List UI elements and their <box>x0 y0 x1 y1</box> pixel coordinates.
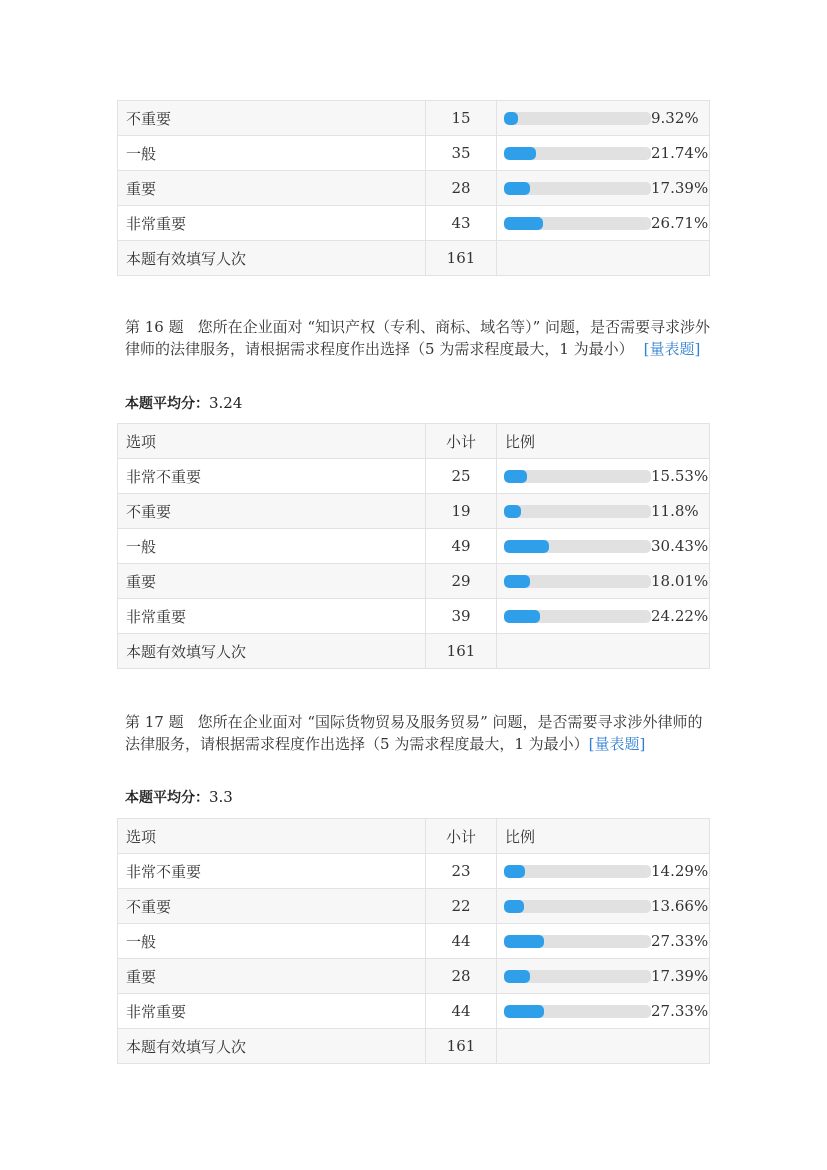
question-text: 您所在企业面对 “国际货物贸易及服务贸易” 问题，是否需要寻求涉外律师的法律服务，请根据需求程度作出选择（5 为需求程度最大，1 为最小） <box>125 713 703 753</box>
ratio-bar-track <box>504 970 651 983</box>
ratio-bar-track <box>504 1005 651 1018</box>
table-row <box>118 206 710 241</box>
average-label: 本题平均分： <box>125 790 209 806</box>
option-ratio-cell <box>497 494 710 529</box>
option-count: 15 <box>426 101 497 136</box>
table-row <box>118 171 710 206</box>
ratio-percent: 30.43% <box>651 537 709 555</box>
ratio-bar-wrap <box>497 109 709 127</box>
table-row <box>118 494 710 529</box>
ratio-percent: 9.32% <box>651 109 699 127</box>
ratio-percent: 21.74% <box>651 144 709 162</box>
ratio-bar-wrap <box>497 932 709 950</box>
question-17-average <box>125 787 233 807</box>
ratio-bar-fill <box>504 470 527 483</box>
option-label: 重要 <box>118 171 426 206</box>
total-count: 161 <box>426 241 497 276</box>
header-ratio: 比例 <box>497 819 710 854</box>
option-ratio-cell <box>497 994 710 1029</box>
question-16-average <box>125 393 242 413</box>
ratio-bar-fill <box>504 505 521 518</box>
table-row <box>118 599 710 634</box>
option-label: 不重要 <box>118 101 426 136</box>
ratio-bar-track <box>504 182 651 195</box>
table-total-row <box>118 1029 710 1064</box>
question-number: 第 16 题 <box>125 318 184 336</box>
table-total-row <box>118 634 710 669</box>
ratio-bar-fill <box>504 610 540 623</box>
option-ratio-cell <box>497 459 710 494</box>
option-ratio-cell <box>497 854 710 889</box>
option-label: 非常不重要 <box>118 459 426 494</box>
results-table-q16 <box>117 423 710 669</box>
ratio-percent: 26.71% <box>651 214 709 232</box>
table-row <box>118 459 710 494</box>
ratio-bar-track <box>504 217 651 230</box>
ratio-bar-track <box>504 470 651 483</box>
ratio-bar-fill <box>504 540 549 553</box>
total-count: 161 <box>426 1029 497 1064</box>
option-label: 非常重要 <box>118 599 426 634</box>
ratio-bar-fill <box>504 900 524 913</box>
option-count: 28 <box>426 171 497 206</box>
option-count: 19 <box>426 494 497 529</box>
ratio-percent: 11.8% <box>651 502 699 520</box>
ratio-percent: 15.53% <box>651 467 709 485</box>
ratio-bar-track <box>504 610 651 623</box>
average-label: 本题平均分： <box>125 396 209 412</box>
ratio-bar-track <box>504 540 651 553</box>
total-label: 本题有效填写人次 <box>118 241 426 276</box>
ratio-bar-fill <box>504 217 543 230</box>
table-row <box>118 101 710 136</box>
table-row <box>118 854 710 889</box>
table-body <box>118 101 710 276</box>
question-17-title <box>125 711 710 755</box>
option-label: 一般 <box>118 136 426 171</box>
header-count: 小计 <box>426 424 497 459</box>
ratio-bar-wrap <box>497 862 709 880</box>
ratio-bar-wrap <box>497 214 709 232</box>
option-count: 28 <box>426 959 497 994</box>
option-label: 不重要 <box>118 889 426 924</box>
table-row <box>118 924 710 959</box>
ratio-percent: 17.39% <box>651 967 709 985</box>
header-option: 选项 <box>118 424 426 459</box>
ratio-bar-fill <box>504 865 525 878</box>
option-ratio-cell <box>497 599 710 634</box>
ratio-percent: 14.29% <box>651 862 709 880</box>
total-empty-cell <box>497 241 710 276</box>
results-table-q15-continued <box>117 100 710 276</box>
ratio-bar-track <box>504 865 651 878</box>
ratio-bar-wrap <box>497 179 709 197</box>
option-count: 44 <box>426 924 497 959</box>
option-label: 重要 <box>118 564 426 599</box>
question-text: 您所在企业面对 “知识产权（专利、商标、域名等）” 问题，是否需要寻求涉外律师的法律服务，请根据需求程度作出选择（5 为需求程度最大，1 为最小） <box>125 318 711 358</box>
option-ratio-cell <box>497 101 710 136</box>
question-number: 第 17 题 <box>125 713 184 731</box>
ratio-bar-fill <box>504 182 530 195</box>
option-count: 22 <box>426 889 497 924</box>
ratio-bar-track <box>504 900 651 913</box>
option-ratio-cell <box>497 924 710 959</box>
header-count: 小计 <box>426 819 497 854</box>
total-label: 本题有效填写人次 <box>118 1029 426 1064</box>
option-count: 44 <box>426 994 497 1029</box>
ratio-bar-wrap <box>497 967 709 985</box>
option-ratio-cell <box>497 136 710 171</box>
table-body <box>118 424 710 669</box>
option-ratio-cell <box>497 564 710 599</box>
table-row <box>118 564 710 599</box>
option-label: 一般 <box>118 924 426 959</box>
option-label: 重要 <box>118 959 426 994</box>
ratio-bar-track <box>504 575 651 588</box>
ratio-bar-wrap <box>497 897 709 915</box>
ratio-bar-wrap <box>497 537 709 555</box>
ratio-bar-wrap <box>497 572 709 590</box>
ratio-bar-fill <box>504 147 536 160</box>
option-label: 非常重要 <box>118 206 426 241</box>
option-label: 非常重要 <box>118 994 426 1029</box>
total-count: 161 <box>426 634 497 669</box>
ratio-percent: 27.33% <box>651 1002 709 1020</box>
average-value: 3.3 <box>209 788 233 806</box>
total-label: 本题有效填写人次 <box>118 634 426 669</box>
option-count: 39 <box>426 599 497 634</box>
table-header-row <box>118 424 710 459</box>
ratio-percent: 17.39% <box>651 179 709 197</box>
question-type-tag[interactable]: [量表题] <box>588 735 646 753</box>
table-row <box>118 136 710 171</box>
option-count: 35 <box>426 136 497 171</box>
option-count: 29 <box>426 564 497 599</box>
option-label: 非常不重要 <box>118 854 426 889</box>
ratio-bar-track <box>504 935 651 948</box>
header-ratio: 比例 <box>497 424 710 459</box>
ratio-bar-fill <box>504 1005 544 1018</box>
average-value: 3.24 <box>209 394 243 412</box>
table-row <box>118 529 710 564</box>
table-row <box>118 994 710 1029</box>
table-header-row <box>118 819 710 854</box>
ratio-bar-fill <box>504 970 530 983</box>
ratio-bar-track <box>504 505 651 518</box>
option-ratio-cell <box>497 529 710 564</box>
ratio-bar-track <box>504 147 651 160</box>
option-count: 25 <box>426 459 497 494</box>
ratio-bar-wrap <box>497 467 709 485</box>
option-count: 43 <box>426 206 497 241</box>
total-empty-cell <box>497 634 710 669</box>
option-ratio-cell <box>497 889 710 924</box>
ratio-bar-fill <box>504 112 518 125</box>
ratio-percent: 18.01% <box>651 572 709 590</box>
option-ratio-cell <box>497 206 710 241</box>
option-label: 一般 <box>118 529 426 564</box>
question-16-title <box>125 316 710 360</box>
option-count: 23 <box>426 854 497 889</box>
option-ratio-cell <box>497 959 710 994</box>
total-empty-cell <box>497 1029 710 1064</box>
ratio-bar-wrap <box>497 502 709 520</box>
ratio-bar-wrap <box>497 1002 709 1020</box>
option-count: 49 <box>426 529 497 564</box>
ratio-percent: 13.66% <box>651 897 709 915</box>
option-ratio-cell <box>497 171 710 206</box>
table-row <box>118 889 710 924</box>
table-total-row <box>118 241 710 276</box>
ratio-bar-track <box>504 112 651 125</box>
table-body <box>118 819 710 1064</box>
ratio-bar-fill <box>504 575 530 588</box>
ratio-bar-wrap <box>497 144 709 162</box>
ratio-bar-fill <box>504 935 544 948</box>
ratio-percent: 24.22% <box>651 607 709 625</box>
question-type-tag[interactable]: [量表题] <box>643 340 701 358</box>
option-label: 不重要 <box>118 494 426 529</box>
ratio-percent: 27.33% <box>651 932 709 950</box>
ratio-bar-wrap <box>497 607 709 625</box>
table-row <box>118 959 710 994</box>
results-table-q17 <box>117 818 710 1064</box>
header-option: 选项 <box>118 819 426 854</box>
